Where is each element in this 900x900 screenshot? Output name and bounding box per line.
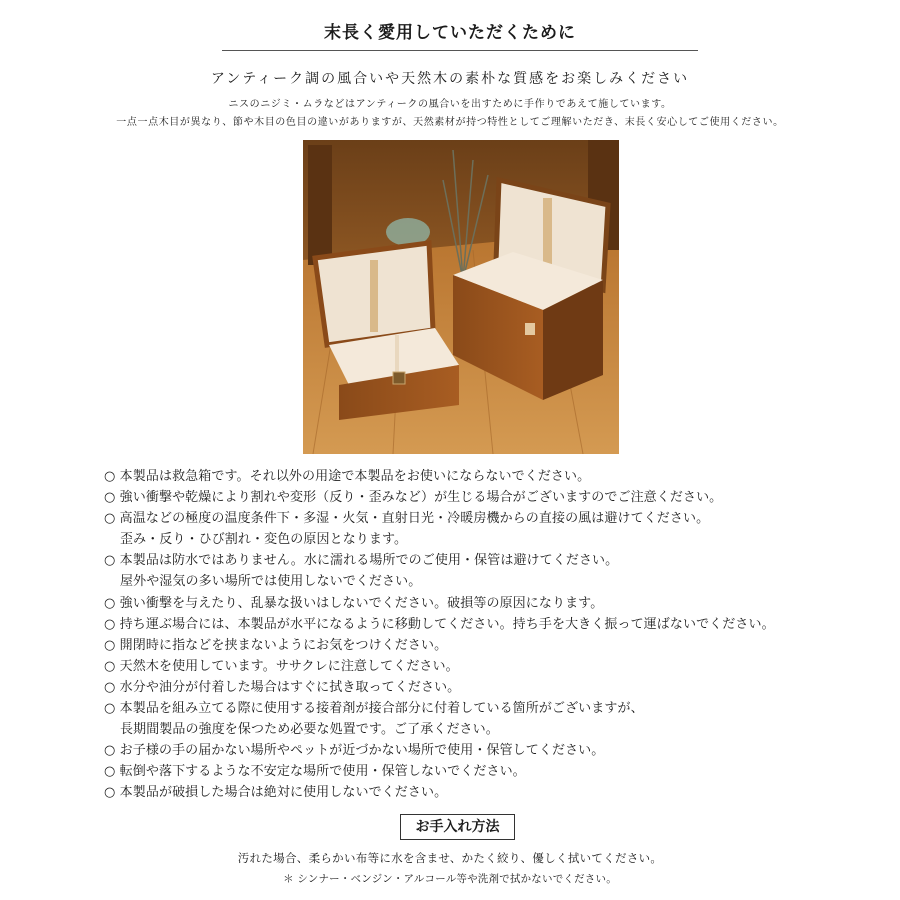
- intro-note-1: ニスのニジミ・ムラなどはアンティークの風合いを出すために手作りであえて施しています。: [228, 99, 672, 110]
- product-photo: [303, 140, 619, 454]
- caution-continuation: 屋外や湿気の多い場所では使用しないでください。: [120, 574, 422, 590]
- caution-item: ○ 転倒や落下するような不安定な場所で使用・保管しないでください。: [104, 764, 526, 780]
- caution-item: ○ 本製品は防水ではありません。水に濡れる場所でのご使用・保管は避けてください。: [104, 553, 619, 569]
- intro-note-2: 一点一点木目が異なり、節や木目の色目の違いがありますが、天然素材が持つ特性としてご理解いただき、末長く安心してご使用ください。: [116, 117, 784, 128]
- caution-item: ○ 開閉時に指などを挟まないようにお気をつけください。: [104, 637, 448, 653]
- caution-item: ○ 本製品を組み立てる際に使用する接着剤が接合部分に付着している箇所がございますが、: [104, 701, 644, 717]
- caution-list: [104, 466, 864, 804]
- caution-item: ○ 持ち運ぶ場合には、本製品が水平になるように移動してください。持ち手を大きく振って運ばないでください。: [104, 616, 775, 632]
- caution-item: ○ 天然木を使用しています。ササクレに注意してください。: [104, 658, 459, 674]
- caution-item: ○ 本製品は救急箱です。それ以外の用途で本製品をお使いにならないでください。: [104, 469, 591, 484]
- title-underline: [222, 50, 698, 51]
- caution-item: ○ 強い衝撃や乾燥により割れや変形（反り・歪みなど）が生じる場合がございますのでご注意ください。: [104, 490, 723, 506]
- care-section-title: お手入れ方法: [400, 814, 515, 840]
- caution-item: ○ お子様の手の届かない場所やペットが近づかない場所で使用・保管してください。: [104, 743, 605, 759]
- caution-item: ○ 水分や油分が付着した場合はすぐに拭き取ってください。: [104, 679, 461, 695]
- caution-continuation: 歪み・反り・ひび割れ・変色の原因となります。: [120, 532, 408, 548]
- care-instructions: 汚れた場合、柔らかい布等に水を含ませ、かたく絞り、優しく拭いてください。: [237, 851, 663, 865]
- page-title: 末長く愛用していただくために: [324, 23, 576, 43]
- caution-item: ○ 本製品が破損した場合は絶対に使用しないでください。: [104, 785, 448, 801]
- care-warning-note: ＊ シンナー・ベンジン・アルコール等や洗剤で拭かないでください。: [283, 873, 617, 885]
- caution-continuation: 長期間製品の強度を保つため必要な処置です。ご了承ください。: [120, 722, 499, 738]
- subtitle: アンティーク調の風合いや天然木の素朴な質感をお楽しみください: [210, 71, 690, 87]
- caution-item: ○ 強い衝撃を与えたり、乱暴な扱いはしないでください。破損等の原因になります。: [104, 595, 604, 611]
- caution-item: ○ 高温などの極度の温度条件下・多湿・火気・直射日光・冷暖房機からの直接の風は避けてください。: [104, 511, 710, 527]
